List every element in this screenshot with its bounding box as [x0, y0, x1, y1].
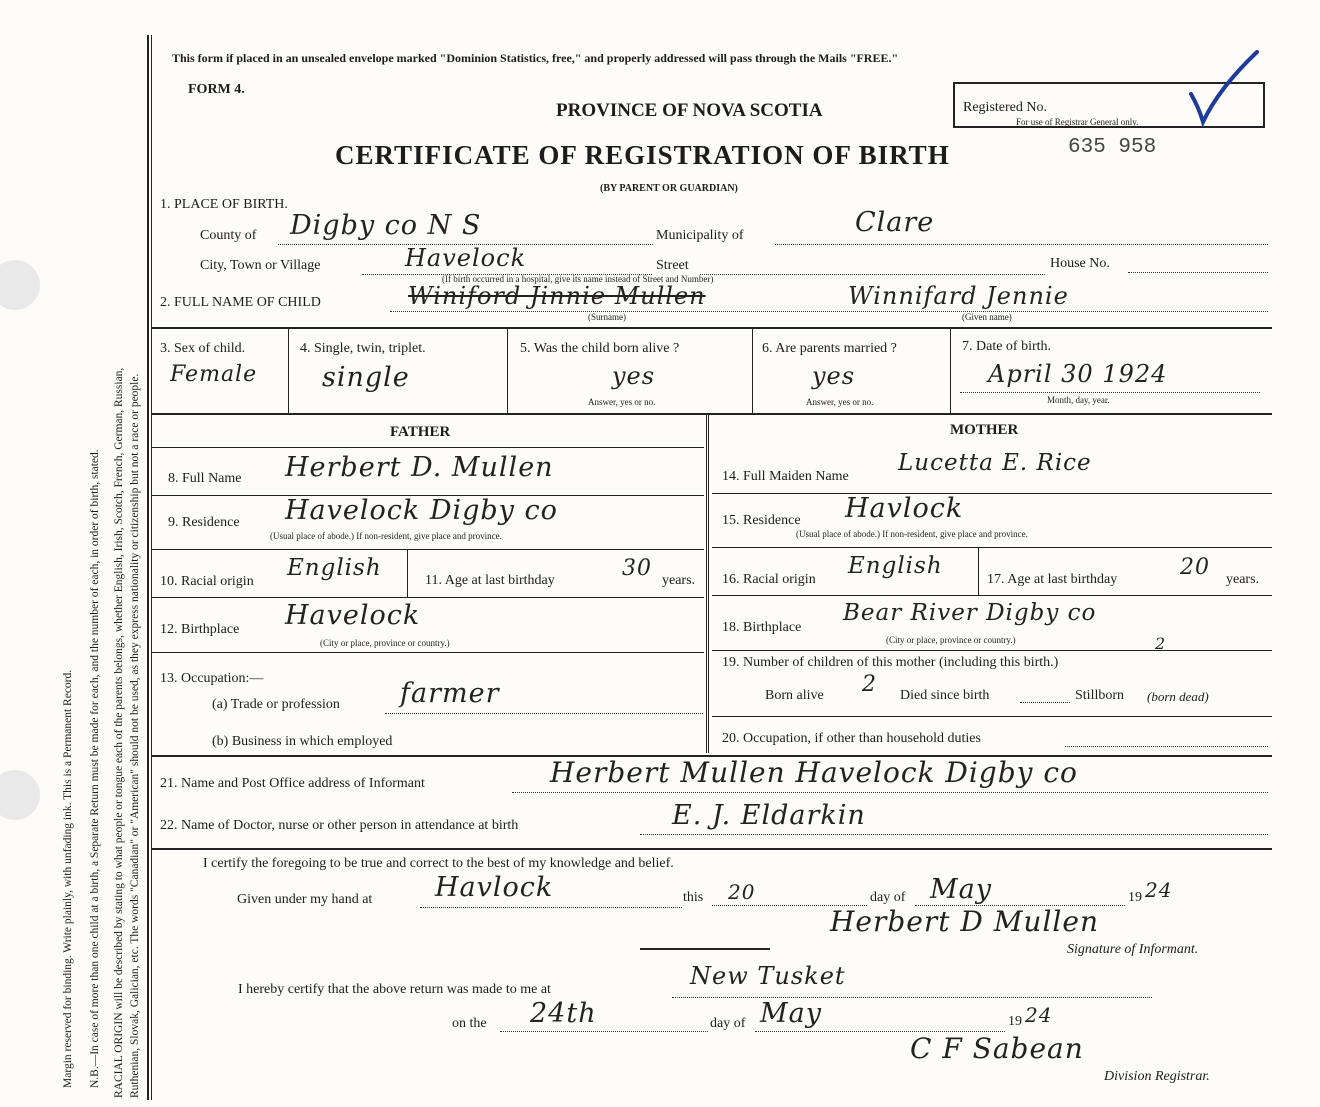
rule-after-name: [152, 327, 1272, 329]
county-value: Digby co N S: [290, 210, 482, 241]
father-age-value: 30: [622, 556, 652, 581]
father-trade-value: farmer: [400, 678, 500, 709]
given-day-value: 20: [728, 880, 756, 904]
father-rule-1: [152, 495, 704, 496]
cell-divider-2: [507, 327, 508, 413]
city-value: Havelock: [405, 244, 527, 272]
given-day-of-label: day of: [870, 890, 906, 905]
cell-divider-4: [950, 327, 951, 413]
mother-residence-note: (Usual place of abode.) If non-resident, give place and province.: [796, 529, 1028, 539]
father-race-label: 10. Racial origin: [160, 574, 254, 589]
father-birthplace-value: Havelock: [285, 600, 421, 631]
rule-before-parents: [152, 413, 1272, 415]
child-name-value: Winiford Jinnie Mullen: [408, 282, 706, 310]
cell-divider-3: [752, 327, 753, 413]
mother-rule-1: [712, 493, 1272, 494]
margin-note-2: N.B.—In case of more than one child at a birth, a Separate Return must be made for each, and the number of each, in order of birth, stated.: [89, 449, 101, 1088]
registrar-signature: C F Sabean: [910, 1032, 1084, 1065]
given-under-label: Given under my hand at: [237, 892, 373, 907]
alive-label: 5. Was the child born alive ?: [520, 341, 680, 356]
received-day-value: 24th: [530, 998, 597, 1029]
father-residence-note: (Usual place of abode.) If non-resident, give place and province.: [270, 531, 502, 541]
business-label: (b) Business in which employed: [212, 734, 393, 749]
binder-hole-top: [0, 260, 40, 310]
received-day-of-label: day of: [710, 1016, 746, 1031]
given-name-note: (Given name): [962, 312, 1012, 322]
mother-name-value: Lucetta E. Rice: [898, 450, 1092, 476]
mother-rule-5: [712, 716, 1272, 717]
father-name-label: 8. Full Name: [168, 471, 242, 486]
house-label: House No.: [1050, 256, 1110, 271]
born-alive-value: 2: [862, 672, 877, 697]
informant-signature: Herbert D Mullen: [830, 905, 1099, 938]
margin-note-1: Margin reserved for binding. Write plainly, with unfading ink. This is a Permanent Record.: [62, 669, 74, 1088]
father-residence-value: Havelock Digby co: [285, 495, 558, 526]
place-of-birth-label: 1. PLACE OF BIRTH.: [160, 197, 288, 212]
rule-father-heading: [152, 447, 704, 448]
informant-line: [512, 792, 1268, 793]
alive-note: Answer, yes or no.: [588, 397, 656, 407]
house-line: [1128, 272, 1268, 273]
mother-occupation-line: [1065, 746, 1268, 747]
mother-age-value: 20: [1180, 555, 1210, 580]
received-at-value: New Tusket: [690, 962, 846, 990]
father-name-value: Herbert D. Mullen: [285, 452, 554, 483]
mother-name-label: 14. Full Maiden Name: [722, 469, 849, 484]
died-label: Died since birth: [900, 688, 990, 703]
stillborn-label: Stillborn: [1075, 688, 1125, 703]
mother-birthplace-note: (City or place, province or country.): [886, 635, 1016, 645]
single-label: 4. Single, twin, triplet.: [300, 341, 426, 356]
certificate-title: CERTIFICATE OF REGISTRATION OF BIRTH: [335, 140, 950, 170]
mother-birthplace-value: Bear River Digby co: [843, 600, 1097, 626]
city-label: City, Town or Village: [200, 258, 321, 273]
mother-birthplace-label: 18. Birthplace: [722, 620, 802, 635]
doctor-line: [640, 834, 1268, 835]
street-label: Street: [656, 258, 689, 273]
municipality-label: Municipality of: [656, 228, 744, 243]
margin-rule-inner: [151, 35, 152, 1100]
born-dead-note: (born dead): [1147, 689, 1209, 704]
checkmark-icon: [1185, 48, 1265, 128]
county-label: County of: [200, 228, 257, 243]
received-year-value: 24: [1025, 1003, 1053, 1027]
sex-label: 3. Sex of child.: [160, 341, 246, 356]
sex-value: Female: [170, 362, 258, 387]
margin-note-3: RACIAL ORIGIN will be described by stating to what people or tongue each of the parents belongs, whether English, Irish, Scotch, French, German, Russian,: [113, 367, 125, 1098]
mother-years-label: years.: [1226, 572, 1260, 587]
father-rule-2: [152, 549, 704, 550]
father-race-divider: [407, 549, 408, 597]
father-rule-4: [152, 652, 704, 653]
registered-label: Registered No.: [963, 100, 1047, 115]
mother-residence-label: 15. Residence: [722, 513, 801, 528]
mother-race-label: 16. Racial origin: [722, 572, 816, 587]
died-line: [1020, 702, 1070, 703]
informant-value: Herbert Mullen Havelock Digby co: [550, 756, 1078, 789]
father-age-label: 11. Age at last birthday: [425, 573, 555, 588]
trade-label: (a) Trade or profession: [212, 697, 340, 712]
binder-hole-bottom: [0, 770, 40, 820]
margin-rule: [147, 35, 149, 1100]
mother-rule-2: [712, 547, 1272, 548]
mother-occupation-label: 20. Occupation, if other than household duties: [722, 731, 981, 746]
given-year-prefix: 19: [1128, 890, 1142, 905]
dob-value: April 30 1924: [988, 360, 1168, 388]
received-year-prefix: 19: [1008, 1014, 1022, 1029]
mother-residence-value: Havlock: [845, 493, 964, 524]
informant-label: 21. Name and Post Office address of Informant: [160, 776, 425, 791]
margin-note-4: Ruthenian, Slovak, Galician, etc. The words "Canadian" or "American" should not be used, as they express nationality or citizenship but not a race or people.: [129, 373, 141, 1098]
father-years-label: years.: [662, 573, 696, 588]
form-number: FORM 4.: [188, 82, 245, 97]
mother-rule-4: [712, 650, 1272, 651]
mother-rule-3: [712, 595, 1272, 596]
parents-divider: [706, 413, 709, 753]
trade-line: [385, 713, 703, 714]
father-rule-3: [152, 597, 704, 598]
child-given-value: Winnifard Jennie: [848, 282, 1069, 310]
surname-note: (Surname): [588, 312, 626, 322]
this-label: this: [683, 890, 704, 905]
mother-race-value: English: [848, 553, 943, 579]
given-month-value: May: [930, 874, 992, 905]
father-heading: FATHER: [390, 424, 451, 440]
occupation-label: 13. Occupation:—: [160, 671, 264, 686]
children-label: 19. Number of children of this mother (including this birth.): [722, 655, 1059, 670]
mail-notice: This form if placed in an unsealed envelope marked "Dominion Statistics, free," and properly addressed will pass through the Mails "FREE.": [172, 51, 899, 65]
dob-label: 7. Date of birth.: [962, 339, 1052, 354]
father-birthplace-note: (City or place, province or country.): [320, 638, 450, 648]
child-name-label: 2. FULL NAME OF CHILD: [160, 295, 321, 310]
dob-line: [960, 392, 1260, 393]
child-name-line: [390, 311, 1268, 312]
father-birthplace-label: 12. Birthplace: [160, 622, 240, 637]
mother-race-divider: [978, 547, 979, 595]
hereby-label: I hereby certify that the above return was made to me at: [238, 982, 551, 997]
children-mark: 2: [1155, 634, 1167, 653]
mother-age-label: 17. Age at last birthday: [987, 572, 1118, 587]
dob-note: Month, day, year.: [1047, 395, 1110, 405]
given-at-line: [420, 907, 682, 908]
married-note: Answer, yes or no.: [806, 397, 874, 407]
certificate-subtitle: (BY PARENT OR GUARDIAN): [600, 183, 738, 194]
received-day-line: [500, 1031, 708, 1032]
certify-statement: I certify the foregoing to be true and correct to the best of my knowledge and belief.: [203, 856, 674, 871]
street-line: [700, 274, 1045, 275]
municipality-line: [775, 244, 1268, 245]
cell-divider-1: [288, 327, 289, 413]
doctor-value: E. J. Eldarkin: [672, 800, 866, 831]
given-at-value: Havlock: [435, 872, 554, 903]
rule-before-certify: [152, 848, 1272, 850]
married-value: yes: [812, 362, 856, 390]
married-label: 6. Are parents married ?: [762, 341, 897, 356]
father-residence-label: 9. Residence: [168, 515, 240, 530]
received-at-line: [672, 997, 1152, 998]
alive-value: yes: [612, 362, 656, 390]
registrar-use-note: For use of Registrar General only.: [1016, 117, 1139, 127]
certify-divider: [640, 948, 770, 950]
municipality-value: Clare: [855, 207, 935, 238]
single-value: single: [322, 362, 410, 393]
registered-number: 635 958: [1068, 136, 1157, 159]
division-registrar-label: Division Registrar.: [1104, 1069, 1210, 1084]
province-heading: PROVINCE OF NOVA SCOTIA: [556, 100, 823, 121]
given-year-value: 24: [1145, 878, 1173, 902]
informant-signature-label: Signature of Informant.: [1067, 942, 1199, 957]
father-race-value: English: [287, 555, 382, 581]
doctor-label: 22. Name of Doctor, nurse or other person in attendance at birth: [160, 818, 519, 833]
hospital-note: (If birth occurred in a hospital, give its name instead of Street and Number): [442, 274, 714, 284]
born-alive-label: Born alive: [765, 688, 824, 703]
received-month-value: May: [760, 998, 822, 1029]
on-the-label: on the: [452, 1016, 487, 1031]
mother-heading: MOTHER: [950, 422, 1019, 438]
